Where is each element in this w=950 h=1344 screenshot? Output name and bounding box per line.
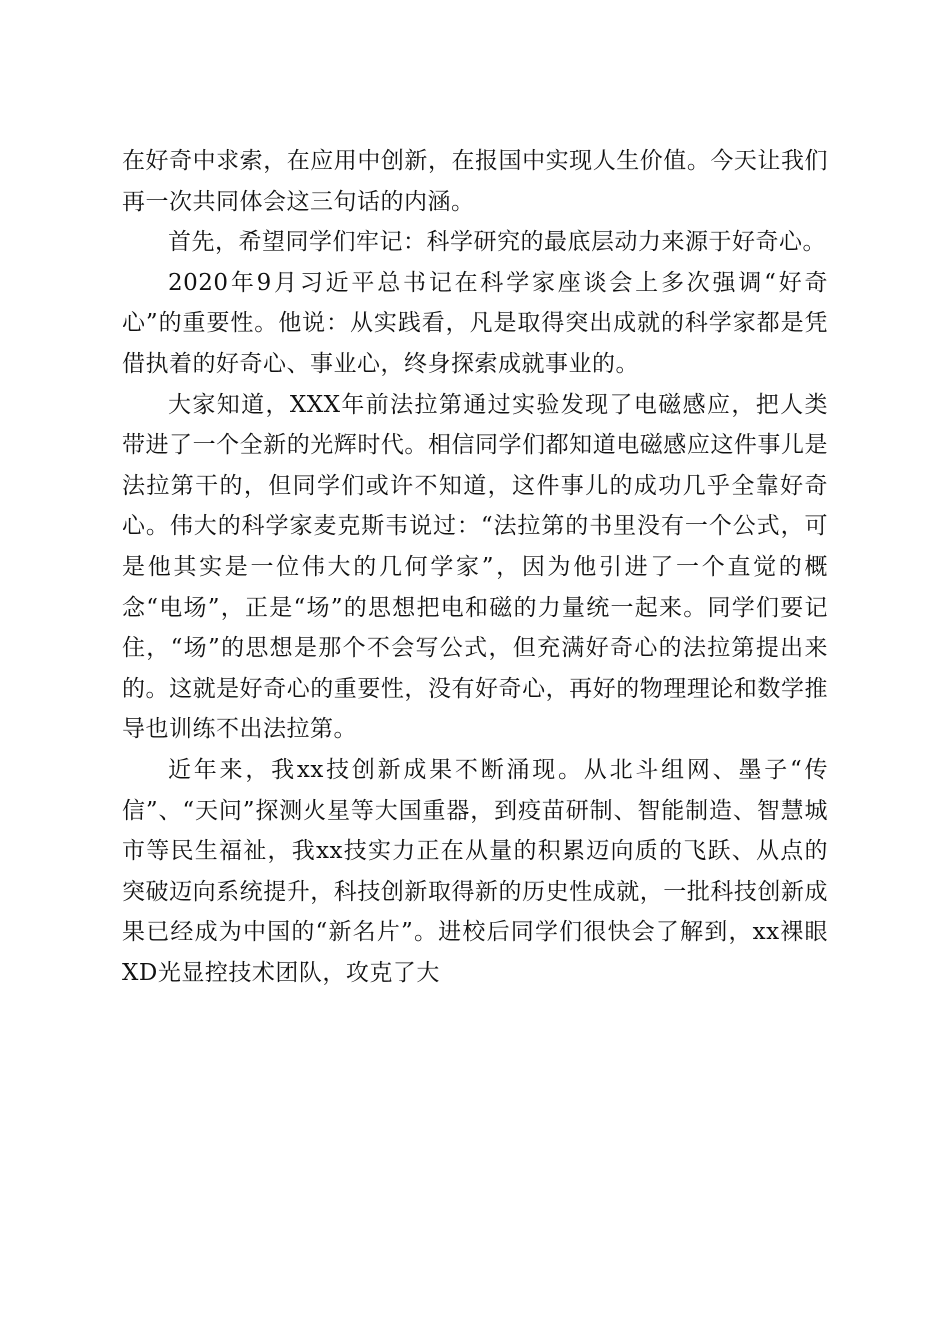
paragraph-xi-quote: 2020年9月习近平总书记在科学家座谈会上多次强调“好奇心”的重要性。他说：从实践看，凡是取得突出成就的科学家都是凭借执着的好奇心、事业心，终身探索成就事业的。 xyxy=(122,269,828,377)
document-body xyxy=(122,141,828,993)
paragraph-recent-achievements: 近年来，我xx技创新成果不断涌现。从北斗组网、墨子“传信”、“天问”探测火星等大国重器，到疫苗研制、智能制造、智慧城市等民生福祉，我xx技实力正在从量的积累迈向质的飞跃、从点的突破迈向系统提升，科技创新取得新的历史性成就，一批科技创新成果已经成为中国的“新名片”。进校后同学们很快会了解到，xx裸眼XD光显控技术团队，攻克了大 xyxy=(122,756,828,986)
paragraph-faraday: 大家知道，XXX年前法拉第通过实验发现了电磁感应，把人类带进了一个全新的光辉时代。相信同学们都知道电磁感应这件事儿是法拉第干的，但同学们或许不知道，这件事儿的成功几乎全靠好奇心。伟大的科学家麦克斯韦说过：“法拉第的书里没有一个公式，可是他其实是一位伟大的几何学家”，因为他引进了一个直觉的概念“电场”，正是“场”的思想把电和磁的力量统一起来。同学们要记住，“场”的思想是那个不会写公式，但充满好奇心的法拉第提出来的。这就是好奇心的重要性，没有好奇心，再好的物理理论和数学推导也训练不出法拉第。 xyxy=(122,391,828,743)
paragraph-first-point: 首先，希望同学们牢记：科学研究的最底层动力来源于好奇心。 xyxy=(168,229,826,256)
paragraph-continued: 在好奇中求索，在应用中创新，在报国中实现人生价值。今天让我们再一次共同体会这三句话的内涵。 xyxy=(122,148,828,215)
